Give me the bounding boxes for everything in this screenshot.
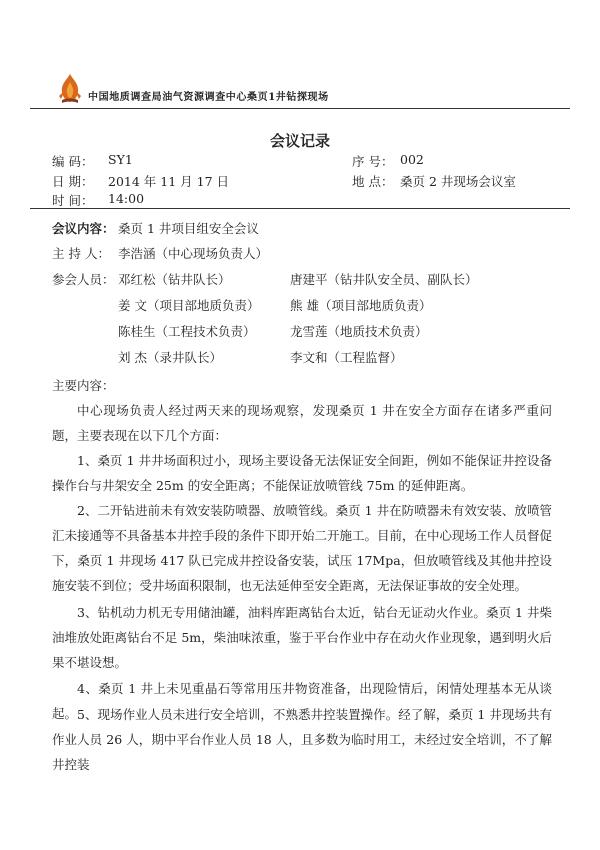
meta-divider [30, 208, 570, 209]
issue-item-3: 3、钻机动力机无专用储油罐，油料库距离钻台太近，钻台无证动火作业。桑页 1 井柴油堆放处距离钻台不足 5m，柴油味浓重，鉴于平台作业中存在动火作业现象，遇到明火后果不堪设想。 [52, 605, 552, 670]
participant: 姜 文（项目部地质负责） [118, 298, 260, 313]
meeting-content-label: 会议内容： [52, 221, 115, 236]
participant: 龙雪莲（地质技术负责） [290, 324, 428, 339]
code-value: SY1 [108, 152, 133, 167]
intro-paragraph: 中心现场负责人经过两天来的现场观察，发现桑页 1 井在安全方面存在诸多严重问题，主要表现在以下几个方面： [52, 403, 552, 443]
header-divider [30, 108, 570, 109]
meeting-content-value: 桑页 1 井项目组安全会议 [118, 221, 259, 236]
participant: 熊 雄（项目部地质负责） [290, 298, 432, 313]
organization-name: 中国地质调查局油气资源调查中心桑页1井钻探现场 [88, 92, 329, 103]
date-value: 2014 年 11 月 17 日 [108, 174, 229, 189]
main-content-label: 主要内容： [52, 378, 115, 393]
date-label: 日 期： [52, 174, 94, 189]
participant: 刘 杰（录井队长） [118, 350, 222, 365]
issue-item-5: 5、现场作业人员未进行安全培训，不熟悉井控装置操作。经了解，桑页 1 井现场共有作业人员 26 人，期中平台作业人员 18 人，且多数为临时用工，未经过安全培训，不了解井控装 [52, 707, 552, 772]
participant: 陈桂生（工程技术负责） [118, 324, 256, 339]
sequence-label: 序 号： [352, 154, 394, 169]
place-label: 地 点： [352, 174, 394, 189]
code-label: 编 码： [52, 154, 94, 169]
participant: 邓红松（钻井队长） [118, 272, 231, 287]
issue-item-4: 4、桑页 1 井上未见重晶石等常用压井物资准备，出现险情后，闲情处理基本无从谈起。 [52, 681, 552, 721]
document-title: 会议记录 [269, 132, 330, 150]
participant: 李文和（工程监督） [290, 350, 403, 365]
time-value: 14:00 [108, 191, 145, 206]
place-value: 桑页 2 井现场会议室 [400, 174, 516, 189]
participant: 唐建平（钻井队安全员、副队长） [290, 272, 478, 287]
company-flame-logo [56, 72, 84, 106]
time-label: 时 间： [52, 193, 94, 208]
sequence-value: 002 [400, 152, 424, 167]
host-value: 李浩涵（中心现场负责人） [118, 246, 269, 261]
issue-item-2: 2、二开钻进前未有效安装防喷器、放喷管线。桑页 1 井在防喷器未有效安装、放喷管汇未接通等不具备基本井控手段的条件下即开始二开施工。目前，在中心现场工作人员督促下，桑页 1 井现场 417 队已完成井控设备安装，试压 17Mpa，但放喷管线及其他井控设施安装不到位；受井场面积限制，也无法延伸至安全距离，无法保证事故的安全处理。 [52, 503, 553, 593]
issue-item-1: 1、桑页 1 井井场面积过小，现场主要设备无法保证安全间距，例如不能保证井控设备操作台与井架安全 25m 的安全距离；不能保证放喷管线 75m 的延伸距离。 [52, 453, 552, 493]
host-label: 主 持 人： [52, 246, 110, 261]
participants-label: 参会人员： [52, 272, 115, 287]
